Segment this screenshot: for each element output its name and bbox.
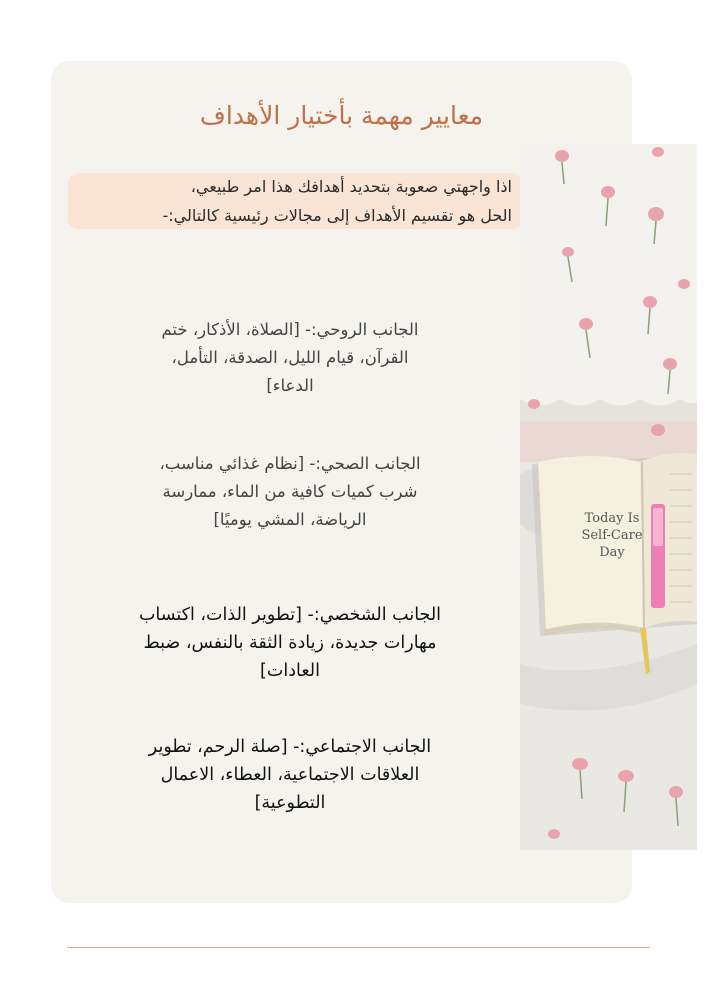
book-text-line: Self-Care [581,528,643,543]
self-care-photo [520,144,697,850]
intro-line-1: اذا واجهتي صعوبة بتحديد أهدافك هذا امر طبيعي، [190,177,512,196]
section-line: العادات] [260,661,320,681]
section-line: الرياضة، المشي يوميًا] [213,510,367,529]
section-line: الدعاء] [266,376,314,395]
section-line: مهارات جديدة، زيادة الثقة بالنفس، ضبط [143,633,437,653]
section-line: الجانب الشخصي:- [تطوير الذات، اكتساب [138,605,442,625]
section-line: الجانب الروحي:- [الصلاة، الأذكار، ختم [161,320,419,339]
book-text-line: Today Is [584,511,640,526]
section-health [110,450,470,534]
section-social [110,733,470,817]
section-line: شرب كميات كافية من الماء، ممارسة [162,482,418,501]
page-title: معايير مهمة بأختيار الأهداف [199,101,484,130]
section-spiritual [110,316,470,400]
intro-text [60,172,512,230]
section-line: الجانب الاجتماعي:- [صلة الرحم، تطوير [148,737,432,757]
section-personal [100,601,480,685]
footer-divider [67,947,650,948]
photo-illustration [520,144,697,850]
intro-line-2: الحل هو تقسيم الأهداف إلى مجالات رئيسية كالتالي:- [162,206,512,225]
section-line: القرآن، قيام الليل، الصدقة، التأمل، [171,348,409,367]
section-line: الجانب الصحي:- [نظام غذائي مناسب، [159,454,421,473]
section-line: التطوعية] [254,793,326,813]
section-line: العلاقات الاجتماعية، العطاء، الاعمال [160,765,420,785]
highlighter [651,504,665,608]
book-text-line: Day [599,545,625,560]
